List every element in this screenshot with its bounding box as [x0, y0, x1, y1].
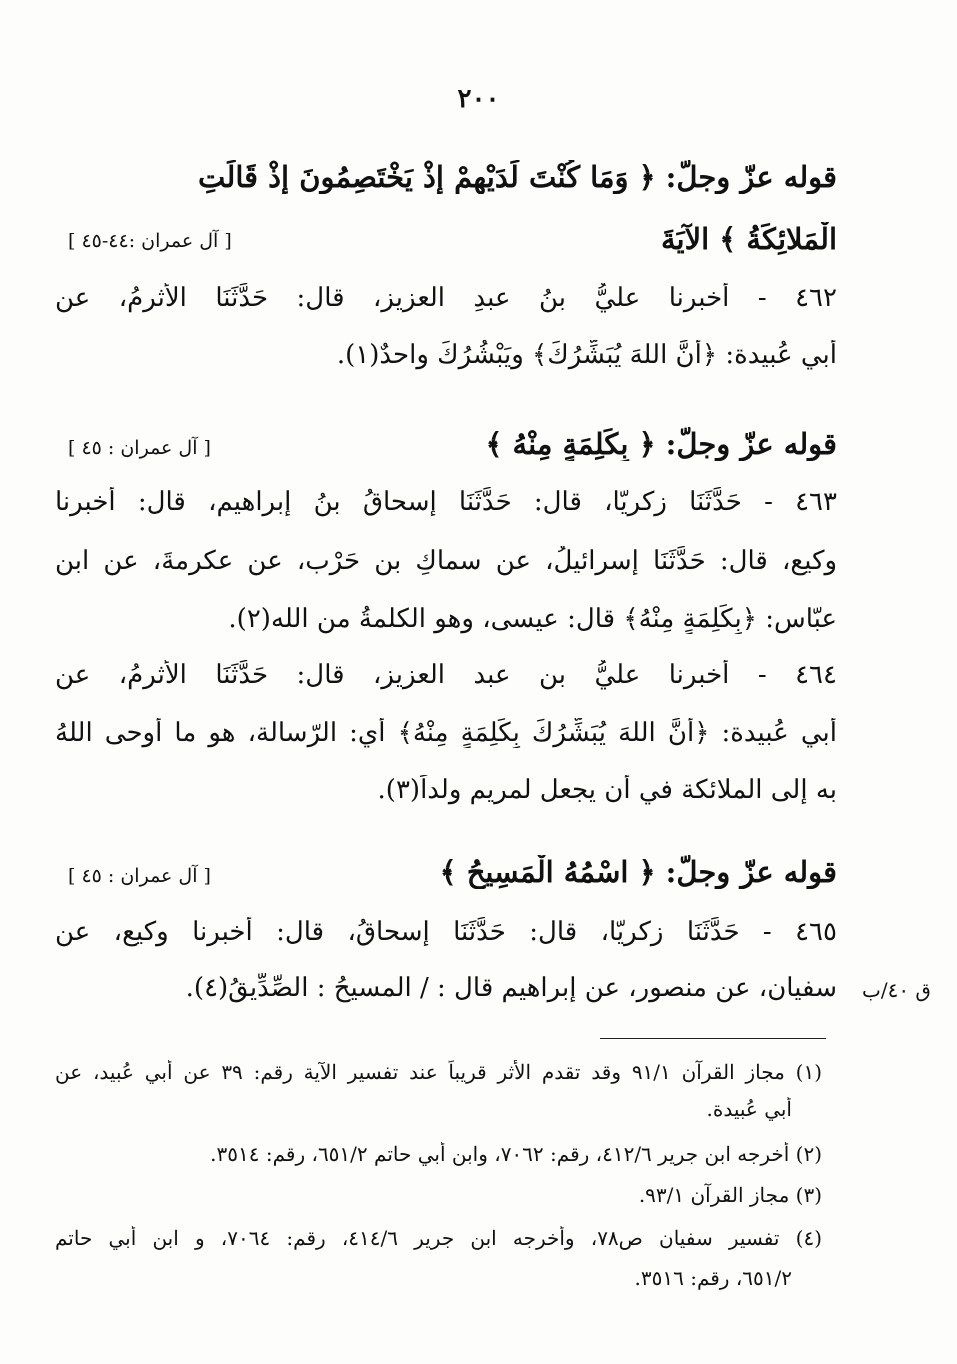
paragraph-line: ٤٦٥ - حَدَّثَنَا زكريّا، قال: حَدَّثَنَا إسحاقُ، قال: أخبرنا وكيع، عن	[55, 917, 837, 947]
page-number: ٢٠٠	[457, 84, 500, 114]
paragraph-line: أبي عُبيدة: ﴿أَنَّ اللهَ يُبَشِّرُكَ بِكَلِمَةٍ مِنْهُ﴾ أي: الرّسالة، هو ما أوحى اللهُ	[55, 718, 837, 748]
footnote-line: (١) مجاز القرآن ٩١/١ وقد تقدم الأثر قريباً عند تفسير الآية رقم: ٣٩ عن أبي عُبيد، عن	[55, 1060, 822, 1084]
paragraph-line: ٤٦٢ - أخبرنا عليُّ بنُ عبدِ العزيز، قال: حَدَّثَنَا الأثرمُ، عن	[55, 283, 837, 313]
paragraph-line: أبي عُبيدة: ﴿أَنَّ اللهَ يُبَشِّرُكَ﴾ ويَبْشُرُكَ واحدٌ(١).	[336, 340, 837, 370]
footnote-separator	[600, 1038, 826, 1039]
verse-reference: [ آل عمران : ٤٥ ]	[68, 437, 211, 459]
footnote-line: ٦٥١/٢، رقم: ٣٥١٦.	[634, 1266, 792, 1290]
footnote-line: (٤) تفسير سفيان ص٧٨، وأخرجه ابن جرير ٤١٤/٦، رقم: ٧٠٦٤، و ابن أبي حاتم	[55, 1226, 822, 1250]
section-heading: قوله عزّ وجلّ: ﴿ اسْمُهُ الْمَسِيحُ ﴾	[439, 855, 837, 889]
footnote-line: (٣) مجاز القرآن ٩٣/١.	[638, 1183, 822, 1207]
section-heading: قوله عزّ وجلّ: ﴿ بِكَلِمَةٍ مِنْهُ ﴾	[485, 427, 837, 461]
paragraph-line: وكيع، قال: حَدَّثَنَا إسرائيلُ، عن سماكِ بنِ حَرْب، عن عكرمةَ، عن ابن	[55, 546, 837, 576]
section-heading: الْمَلائِكَةُ ﴾ الآيَةَ	[661, 222, 837, 256]
verse-reference: [ آل عمران :٤٤-٤٥ ]	[68, 230, 232, 252]
paragraph-line: به إلى الملائكة في أن يجعل لمريم ولداً(٣).	[377, 775, 837, 805]
manuscript-margin-note: ق ٤٠/ب	[862, 978, 931, 1002]
verse-reference: [ آل عمران : ٤٥ ]	[68, 865, 211, 887]
paragraph-line: سفيان، عن منصور، عن إبراهيم قال : / المسيحُ : الصِّدِّيقُ(٤).	[185, 973, 837, 1003]
footnote-line: أبي عُبيدة.	[706, 1097, 792, 1121]
paragraph-line: ٤٦٤ - أخبرنا عليُّ بن عبد العزيز، قال: حَدَّثَنَا الأثرمُ، عن	[55, 660, 837, 690]
paragraph-line: ٤٦٣ - حَدَّثَنَا زكريّا، قال: حَدَّثَنَا إسحاقُ بنُ إبراهيم، قال: أخبرنا	[55, 487, 837, 517]
section-heading: قوله عزّ وجلّ: ﴿ وَمَا كُنْتَ لَدَيْهِمْ إِذْ يَخْتَصِمُونَ إِذْ قَالَتِ	[198, 160, 837, 194]
footnote-line: (٢) أخرجه ابن جرير ٤١٢/٦، رقم: ٧٠٦٢، وابن أبي حاتم ٦٥١/٢، رقم: ٣٥١٤.	[210, 1142, 822, 1166]
paragraph-line: عبّاس: ﴿بِكَلِمَةٍ مِنْهُ﴾ قال: عيسى، وهو الكلمةُ من الله(٢).	[228, 604, 837, 634]
